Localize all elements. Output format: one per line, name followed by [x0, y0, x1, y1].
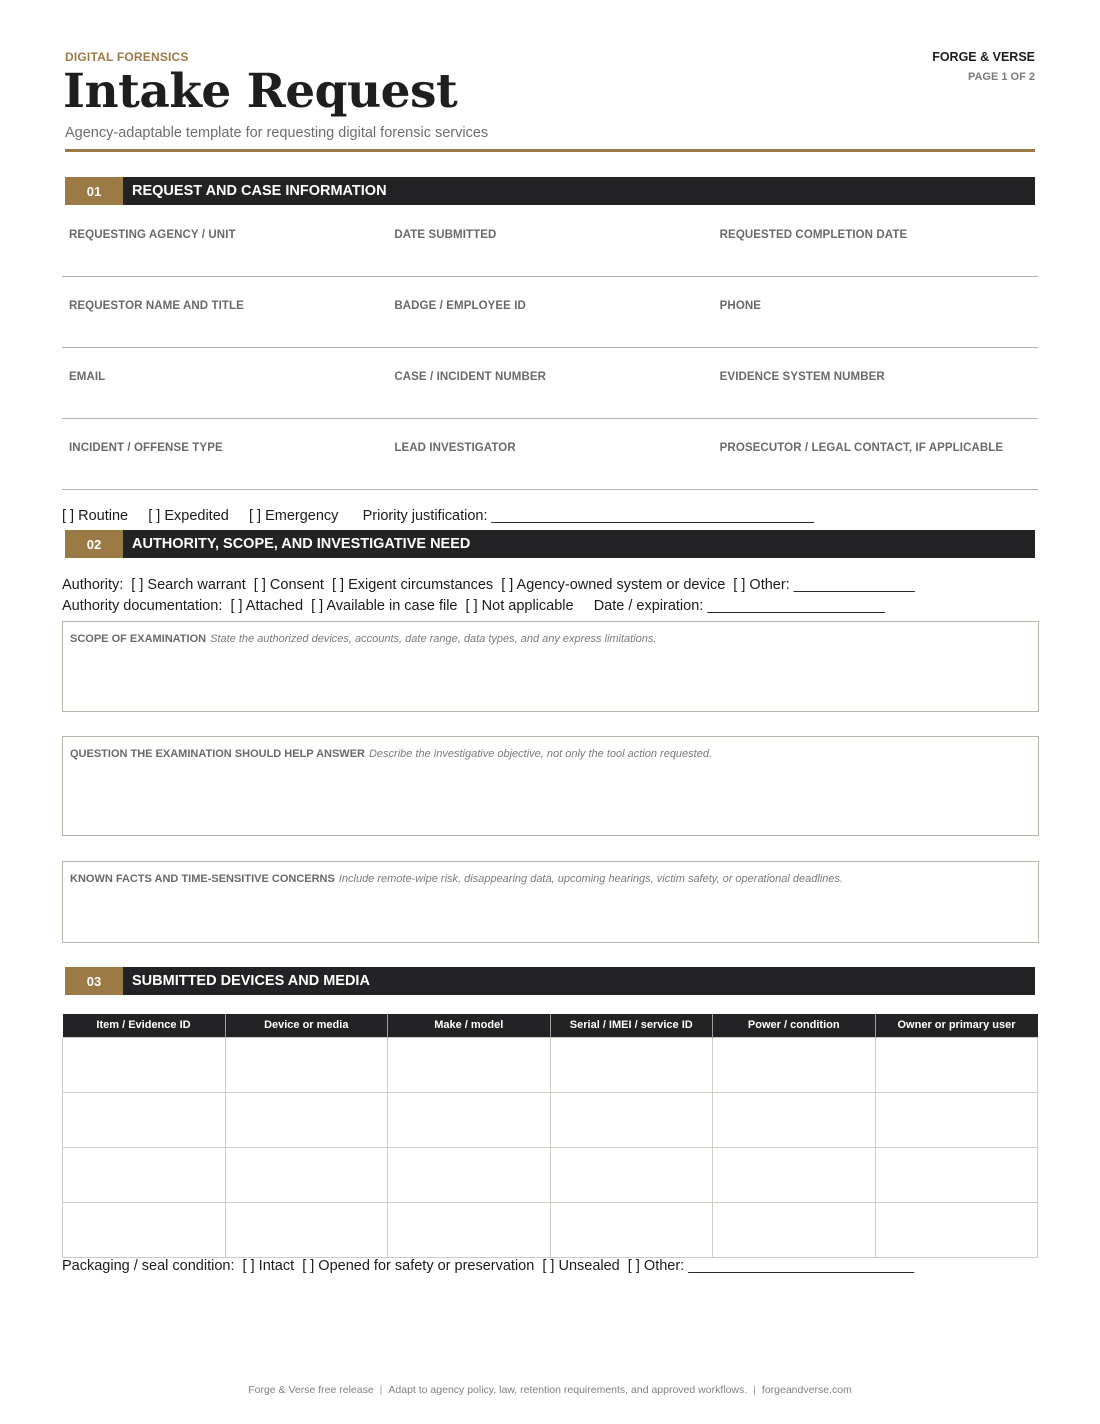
- footer-separator: |: [753, 1384, 756, 1396]
- table-cell[interactable]: [63, 1202, 226, 1257]
- table-cell[interactable]: [225, 1147, 388, 1202]
- section-title: SUBMITTED DEVICES AND MEDIA: [132, 973, 370, 989]
- examination-question-box[interactable]: [62, 736, 1039, 836]
- table-cell[interactable]: [550, 1202, 713, 1257]
- devices-table: [62, 1014, 1038, 1258]
- field-row: [62, 348, 1038, 419]
- box-label: SCOPE OF EXAMINATION: [70, 633, 207, 645]
- box-hint: State the authorized devices, accounts, date range, data types, and any express limitations.: [210, 633, 657, 645]
- field-badge-id[interactable]: BADGE / EMPLOYEE ID: [394, 300, 526, 312]
- section-number: 03: [65, 967, 123, 995]
- footer-separator: |: [379, 1384, 383, 1396]
- field-email[interactable]: EMAIL: [69, 371, 106, 383]
- column-header-item-id: Item / Evidence ID: [63, 1014, 226, 1037]
- field-row: [62, 419, 1038, 490]
- document-subtitle: Agency-adaptable template for requesting digital forensic services: [65, 125, 489, 141]
- section-header-request-info: [65, 177, 1035, 205]
- section-number: 01: [65, 177, 123, 205]
- section-header-devices: [65, 967, 1035, 995]
- authority-checkbox-line[interactable]: Authority: [ ] Search warrant [ ] Consent [ ] Exigent circumstances [ ] Agency-owned system or device [ ] Other: _______________: [62, 577, 915, 593]
- table-cell[interactable]: [875, 1092, 1038, 1147]
- document-title: Intake Request: [63, 64, 458, 119]
- table-cell[interactable]: [875, 1147, 1038, 1202]
- field-requestor-name[interactable]: REQUESTOR NAME AND TITLE: [69, 300, 244, 312]
- field-lead-investigator[interactable]: LEAD INVESTIGATOR: [394, 442, 516, 454]
- header-rule: [65, 149, 1035, 152]
- section-header-authority: [65, 530, 1035, 558]
- table-cell[interactable]: [713, 1037, 876, 1092]
- section-title: REQUEST AND CASE INFORMATION: [132, 183, 387, 199]
- column-header-serial: Serial / IMEI / service ID: [550, 1014, 713, 1037]
- table-cell[interactable]: [225, 1092, 388, 1147]
- column-header-power: Power / condition: [713, 1014, 876, 1037]
- field-evidence-system-number[interactable]: EVIDENCE SYSTEM NUMBER: [719, 371, 885, 383]
- box-hint: Describe the investigative objective, not only the tool action requested.: [368, 748, 713, 760]
- table-cell[interactable]: [63, 1147, 226, 1202]
- priority-checkbox-line[interactable]: [ ] Routine [ ] Expedited [ ] Emergency Priority justification: ________________________________________: [62, 508, 815, 524]
- scope-of-examination-box[interactable]: [62, 621, 1039, 712]
- field-case-number[interactable]: CASE / INCIDENT NUMBER: [394, 371, 547, 383]
- known-facts-box[interactable]: [62, 861, 1039, 943]
- packaging-checkbox-line[interactable]: Packaging / seal condition: [ ] Intact [ ] Opened for safety or preservation [ ] Unsealed [ ] Other: ____________________________: [62, 1258, 915, 1274]
- field-date-submitted[interactable]: DATE SUBMITTED: [394, 229, 497, 241]
- table-cell[interactable]: [388, 1147, 551, 1202]
- document-kicker: DIGITAL FORENSICS: [65, 50, 189, 64]
- field-requested-completion-date[interactable]: REQUESTED COMPLETION DATE: [719, 229, 908, 241]
- table-cell[interactable]: [225, 1202, 388, 1257]
- table-row: [63, 1092, 1038, 1147]
- table-row: [63, 1037, 1038, 1092]
- brand-name: FORGE & VERSE: [932, 50, 1035, 64]
- field-prosecutor-contact[interactable]: PROSECUTOR / LEGAL CONTACT, IF APPLICABLE: [719, 442, 1004, 454]
- field-row: [62, 277, 1038, 348]
- footer-note: Adapt to agency policy, law, retention requirements, and approved workflows.: [388, 1384, 748, 1396]
- box-label: KNOWN FACTS AND TIME-SENSITIVE CONCERNS: [70, 873, 335, 885]
- field-row: [62, 206, 1038, 277]
- table-header-row: [63, 1014, 1038, 1037]
- table-cell[interactable]: [388, 1092, 551, 1147]
- section-number: 02: [65, 530, 123, 558]
- table-cell[interactable]: [388, 1037, 551, 1092]
- column-header-device: Device or media: [225, 1014, 388, 1037]
- box-label: QUESTION THE EXAMINATION SHOULD HELP ANSWER: [70, 748, 365, 760]
- table-cell[interactable]: [550, 1037, 713, 1092]
- footer-website: forgeandverse.com: [761, 1384, 852, 1396]
- table-cell[interactable]: [875, 1202, 1038, 1257]
- footer-release: Forge & Verse free release: [248, 1384, 374, 1396]
- column-header-make-model: Make / model: [388, 1014, 551, 1037]
- table-cell[interactable]: [63, 1092, 226, 1147]
- column-header-owner: Owner or primary user: [875, 1014, 1038, 1037]
- page-footer: [0, 1384, 1100, 1396]
- table-cell[interactable]: [875, 1037, 1038, 1092]
- table-cell[interactable]: [550, 1092, 713, 1147]
- box-hint: Include remote-wipe risk, disappearing data, upcoming hearings, victim safety, or operational deadlines.: [338, 873, 844, 885]
- field-requesting-agency[interactable]: REQUESTING AGENCY / UNIT: [69, 229, 236, 241]
- field-incident-type[interactable]: INCIDENT / OFFENSE TYPE: [69, 442, 223, 454]
- table-cell[interactable]: [713, 1202, 876, 1257]
- table-cell[interactable]: [550, 1147, 713, 1202]
- table-cell[interactable]: [713, 1147, 876, 1202]
- table-cell[interactable]: [225, 1037, 388, 1092]
- case-info-grid: [62, 206, 1038, 490]
- authority-documentation-line[interactable]: Authority documentation: [ ] Attached [ ] Available in case file [ ] Not applicable Date / expiration: ______________________: [62, 598, 885, 614]
- table-row: [63, 1202, 1038, 1257]
- table-cell[interactable]: [713, 1092, 876, 1147]
- page-number: PAGE 1 OF 2: [967, 71, 1035, 83]
- table-row: [63, 1147, 1038, 1202]
- section-title: AUTHORITY, SCOPE, AND INVESTIGATIVE NEED: [132, 536, 471, 552]
- field-phone[interactable]: PHONE: [719, 300, 762, 312]
- table-cell[interactable]: [388, 1202, 551, 1257]
- table-cell[interactable]: [63, 1037, 226, 1092]
